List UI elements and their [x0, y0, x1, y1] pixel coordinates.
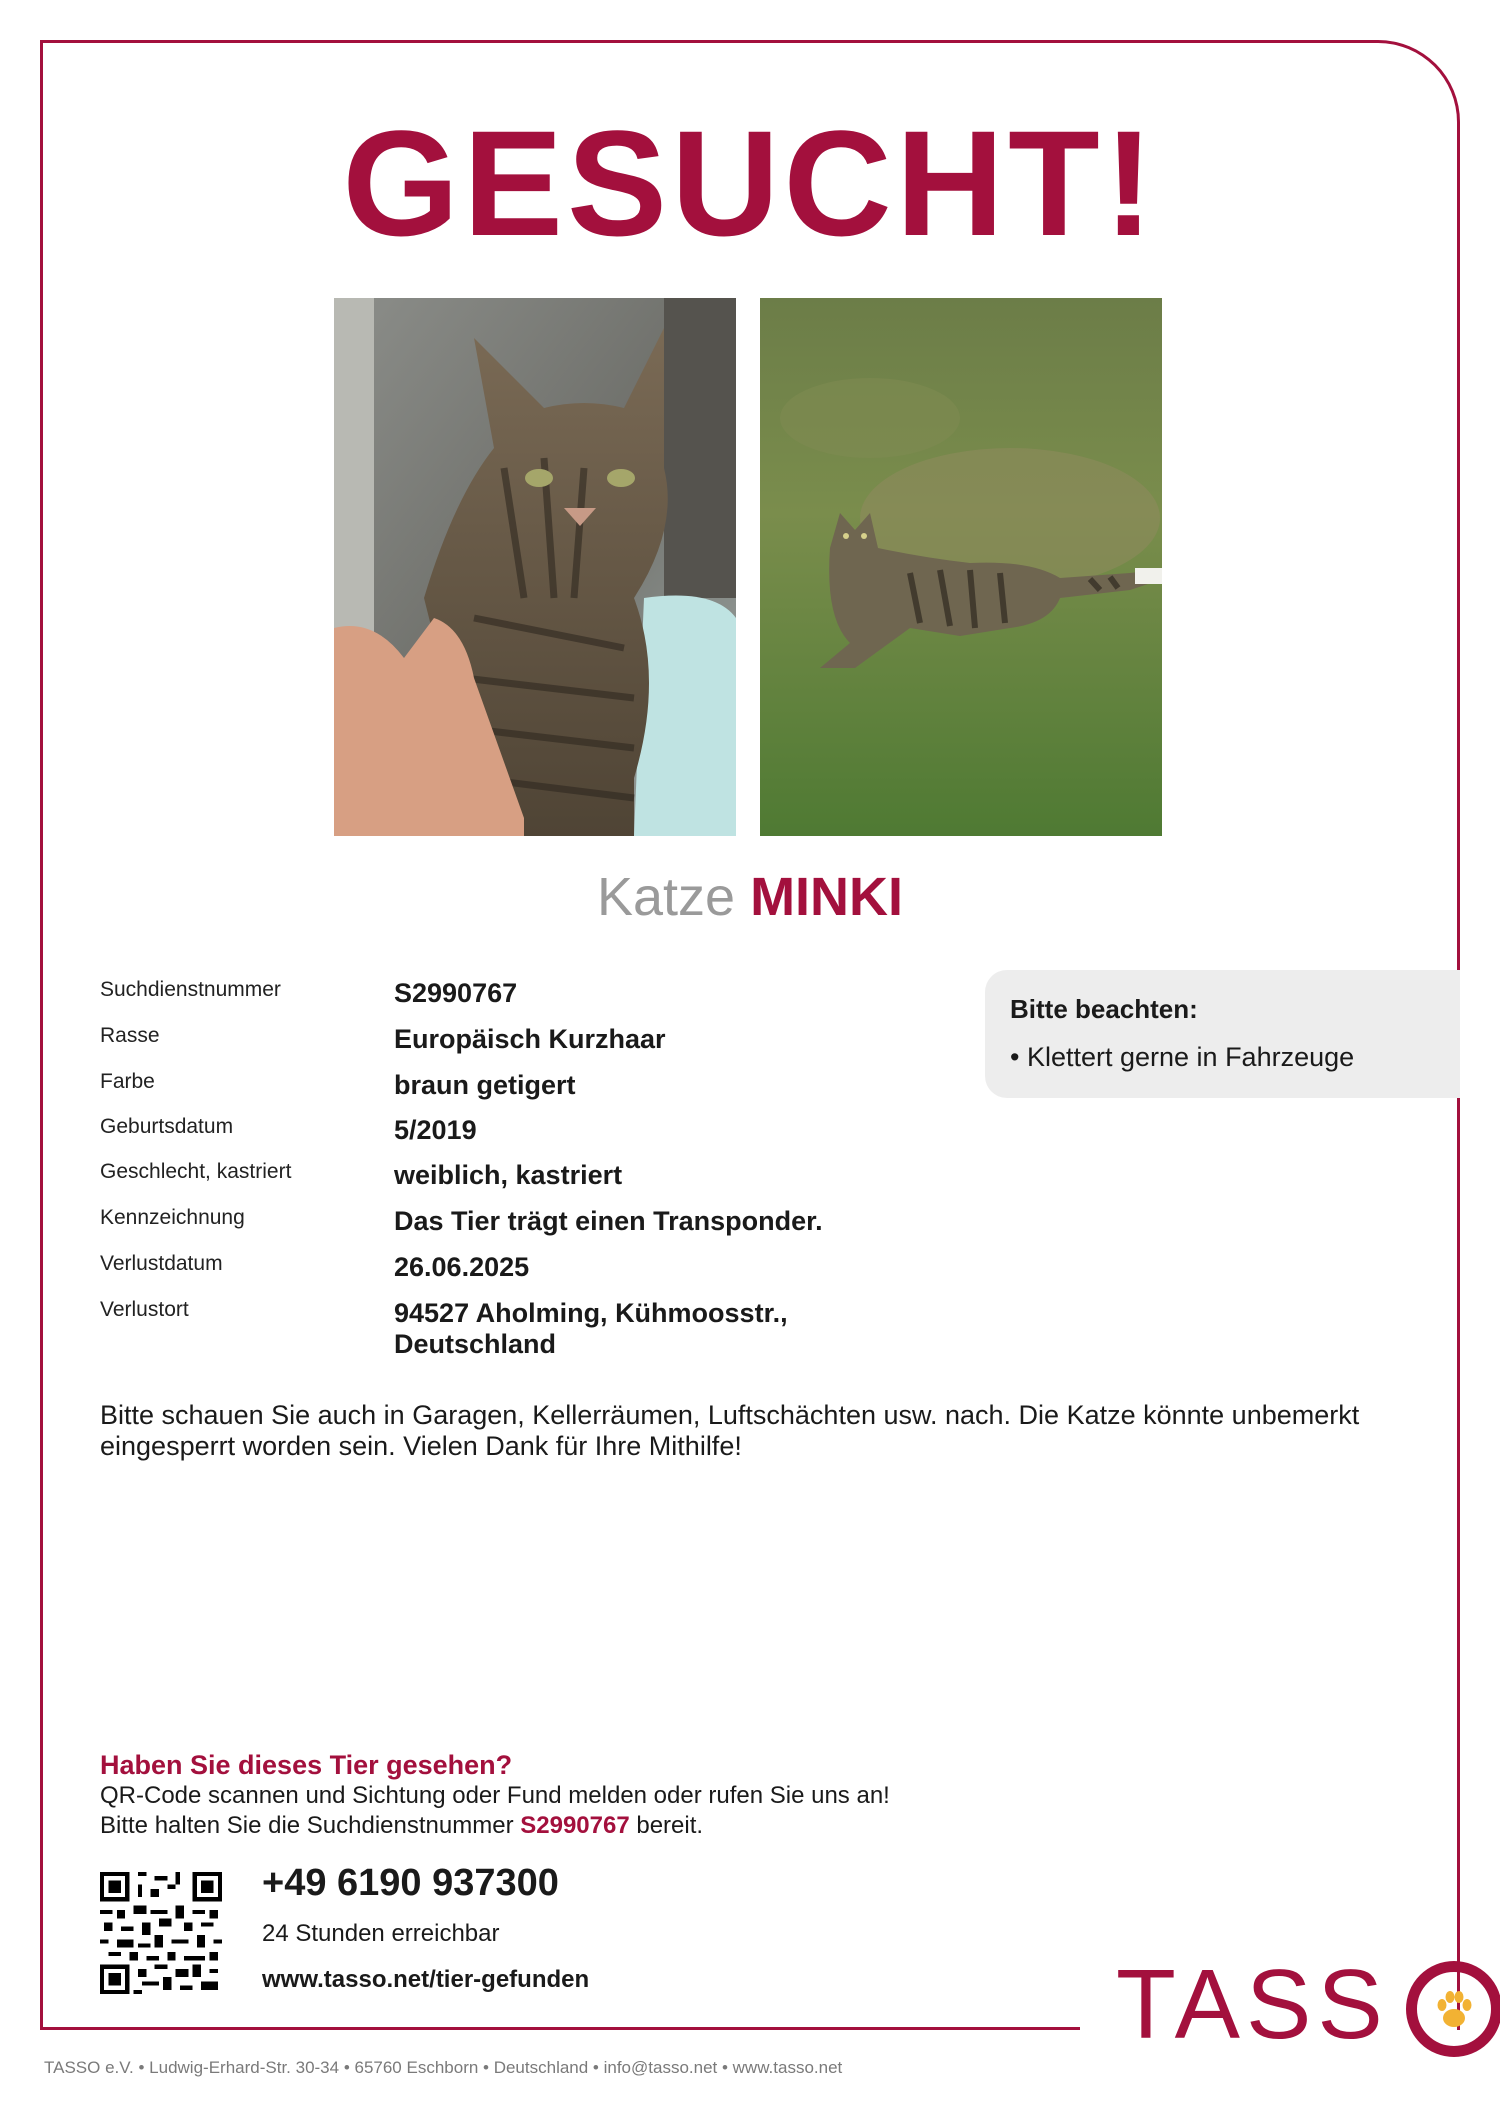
- note-item: • Klettert gerne in Fahrzeuge: [1010, 1042, 1355, 1072]
- detail-value: braun getigert: [394, 1070, 576, 1100]
- headline: GESUCHT!: [342, 99, 1158, 267]
- detail-value-line2: Deutschland: [394, 1329, 557, 1359]
- note-box: [985, 970, 1460, 1098]
- detail-row: [100, 1115, 900, 1160]
- footer-address: TASSO e.V. • Ludwig-Erhard-Str. 30-34 • 65760 Eschborn • Deutschland • info@tasso.net • www.tasso.net: [44, 2058, 843, 2077]
- detail-value: Das Tier trägt einen Transponder.: [394, 1206, 823, 1236]
- animal-title: [0, 867, 1500, 927]
- cta-line-2-suffix: bereit.: [629, 1812, 704, 1839]
- cta-line-1: QR-Code scannen und Sichtung oder Fund melden oder rufen Sie uns an!: [100, 1782, 890, 1809]
- detail-label: Suchdienstnummer: [100, 978, 281, 1001]
- detail-row: [100, 1206, 900, 1252]
- paw-icon: [1406, 1961, 1500, 2057]
- detail-label: Farbe: [100, 1070, 155, 1093]
- website-link[interactable]: www.tasso.net/tier-gefunden: [262, 1966, 590, 1993]
- details-table: [100, 978, 900, 1360]
- cat-photo-held: [334, 298, 736, 836]
- detail-value: weiblich, kastriert: [394, 1160, 623, 1190]
- cta-line-2-prefix: Bitte halten Sie die Suchdienstnummer: [100, 1812, 521, 1839]
- cta-line-2: [100, 1812, 703, 1840]
- detail-label: Geschlecht, kastriert: [100, 1160, 292, 1183]
- info-text: Bitte schauen Sie auch in Garagen, Kellerräumen, Luftschächten usw. nach. Die Katze könnte unbemerkt eingesperrt worden sein. Vielen Dank für Ihre Mithilfe!: [100, 1400, 1360, 1461]
- animal-kind: Katze: [596, 867, 736, 927]
- detail-value: S2990767: [394, 978, 518, 1008]
- search-id: S2990767: [520, 1812, 630, 1839]
- phone-number[interactable]: +49 6190 937300: [262, 1862, 559, 1904]
- detail-label: Verlustdatum: [100, 1252, 223, 1275]
- detail-label: Verlustort: [100, 1298, 189, 1321]
- cat-photo-lawn: [760, 298, 1162, 836]
- detail-value: 94527 Aholming, Kühmoosstr.,: [394, 1298, 788, 1328]
- tasso-logo: [1116, 1949, 1389, 2059]
- frame-bottom-line: [40, 2027, 1080, 2030]
- detail-row: [100, 1160, 900, 1206]
- detail-row: [100, 1024, 900, 1070]
- detail-value: 26.06.2025: [394, 1252, 530, 1282]
- detail-value: Europäisch Kurzhaar: [394, 1024, 666, 1054]
- detail-label: Rasse: [100, 1024, 160, 1047]
- detail-row: [100, 1252, 900, 1298]
- detail-label: Geburtsdatum: [100, 1115, 234, 1138]
- animal-name: MINKI: [750, 867, 904, 927]
- qr-code-icon[interactable]: [100, 1872, 222, 1994]
- detail-row: [100, 1070, 900, 1115]
- hours-text: 24 Stunden erreichbar: [262, 1920, 500, 1947]
- detail-label: Kennzeichnung: [100, 1206, 245, 1229]
- note-title: Bitte beachten:: [1010, 994, 1198, 1024]
- cta-heading: Haben Sie dieses Tier gesehen?: [100, 1750, 513, 1780]
- detail-value: 5/2019: [394, 1115, 477, 1145]
- detail-row: [100, 978, 900, 1024]
- logo-text: TASS: [1116, 1949, 1389, 2059]
- detail-row: [100, 1298, 900, 1360]
